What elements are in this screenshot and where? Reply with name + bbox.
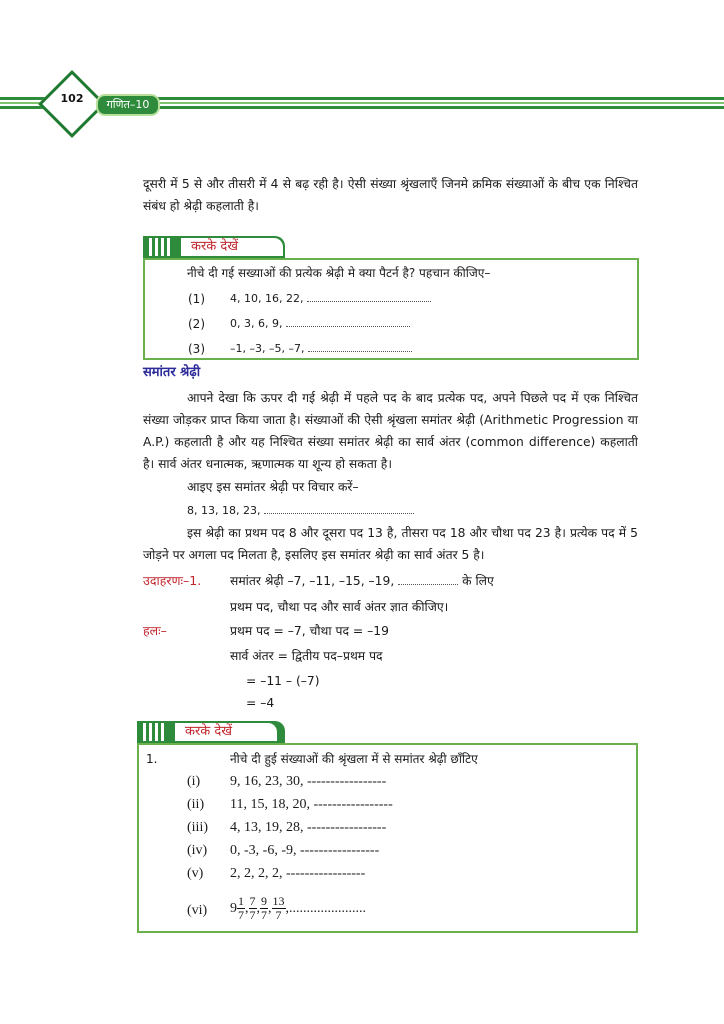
activity2-prompt: नीचे दी हुई संख्याओं की श्रृंखला में से समांतर श्रेढ़ी छाँटिए	[230, 752, 478, 766]
solution-label: हलः–	[143, 623, 167, 638]
intro-paragraph: दूसरी में 5 से और तीसरी में 4 से बढ़ रही है। ऐसी संख्या श्रृंखलाएँ जिनमे क्रमिक संख्याओं के बीच एक निश्चित संबंध हो श्रेढ़ी कहलाती है।	[143, 177, 638, 213]
numerator: 13	[272, 894, 285, 909]
denominator: 7	[249, 908, 256, 923]
activity2-item-num-4: (iv)	[187, 843, 208, 858]
example-line-1	[230, 570, 494, 592]
activity2-item-num-5: (v)	[187, 866, 204, 881]
section-sequence	[187, 503, 414, 519]
item-sequence: 0, 3, 6, 9,	[230, 317, 283, 330]
denominator: 7	[261, 908, 267, 923]
item-sequence: 4, 10, 16, 22,	[230, 292, 304, 305]
subject-label: गणित–10	[96, 94, 160, 116]
page-number: 102	[60, 92, 84, 105]
item-sequence: –1, –3, –5, –7,	[230, 342, 305, 355]
solution-line-2: सार्व अंतर = द्वितीय पद–प्रथम पद	[230, 649, 383, 663]
activity2-item-seq-6: 9 $\frac{1}{7}$ , $\frac{7}{7}$ , $\frac{9}{7}$ , $\frac{13}{7}$ ,......................	[230, 894, 366, 923]
solution-line-3: = –11 – (–7)	[246, 674, 320, 688]
blank-line	[264, 503, 414, 514]
item-number: (3)	[188, 342, 205, 356]
activity2-item-num-1: (i)	[187, 774, 201, 789]
activity1-item-3	[188, 341, 305, 357]
activity2-item-seq-5: 2, 2, 2, 2, -----------------	[230, 866, 366, 881]
sequence-text: 8, 13, 18, 23,	[187, 504, 261, 517]
denominator: 7	[275, 908, 282, 923]
example-line-2: प्रथम पद, चौथा पद और सार्व अंतर ज्ञात कीजिए।	[230, 600, 449, 614]
activity2-item-seq-2: 11, 15, 18, 20, -----------------	[230, 797, 393, 812]
blank-line	[307, 291, 431, 302]
fraction	[249, 895, 257, 922]
whole-number: 9	[230, 901, 237, 916]
solution-line-1: प्रथम पद = –7, चौथा पद = –19	[230, 624, 389, 638]
blank-line	[286, 316, 410, 327]
section-title: समांतर श्रेढ़ी	[143, 365, 201, 380]
fraction	[237, 895, 245, 922]
fraction	[272, 895, 286, 922]
numerator: 9	[261, 894, 267, 909]
trailing-dots: ,......................	[285, 901, 366, 916]
activity1-item-2	[188, 316, 283, 332]
activity2-item-seq-4: 0, -3, -6, -9, -----------------	[230, 843, 380, 858]
blank-line	[398, 574, 458, 585]
activity-tag-1	[143, 236, 285, 258]
activity2-item-num-2: (ii)	[187, 797, 205, 812]
activity2-number: 1.	[146, 752, 158, 766]
activity-box-2	[137, 743, 638, 933]
activity2-item-seq-3: 4, 13, 19, 28, -----------------	[230, 820, 387, 835]
activity-tag-2	[137, 721, 285, 743]
activity2-item-num-3: (iii)	[187, 820, 208, 835]
section-paragraph-2: आइए इस समांतर श्रेढ़ी पर विचार करें–	[187, 480, 359, 494]
example-text: समांतर श्रेढ़ी –7, –11, –15, –19,	[230, 574, 395, 588]
activity-tag-label: करके देखें	[181, 238, 283, 256]
example-text: के लिए	[462, 574, 494, 588]
blank-line	[308, 341, 412, 352]
item-number: (1)	[188, 292, 205, 306]
example-label: उदाहरणः–1.	[143, 573, 202, 588]
numerator: 7	[249, 894, 256, 909]
activity-tag-label: करके देखें	[175, 723, 277, 741]
section-paragraph-3: इस श्रेढ़ी का प्रथम पद 8 और दूसरा पद 13 है, तीसरा पद 18 और चौथा पद 23 है। प्रत्येक पद में 5 जोड़ने पर अगला पद मिलता है, इसलिए इस समांतर श्रेढ़ी का सार्व अंतर 5 है।	[143, 526, 638, 562]
numerator: 1	[238, 894, 244, 909]
activity1-prompt: नीचे दी गई सख्याओं की प्रत्येक श्रेढ़ी मे क्या पैटर्न है? पहचान कीजिए–	[187, 266, 491, 280]
fraction	[260, 895, 268, 922]
section-paragraph-1: आपने देखा कि ऊपर दी गई श्रेढ़ी में पहले पद के बाद प्रत्येक पद, अपने पिछले पद में एक निश्चित संख्या जोड़कर प्राप्त किया जाता है। संख्याओं की ऐसी श्रृंखला समांतर श्रेढ़ी (Arithmetic Progression या A.P.) कहलाती है और यह निश्चित संख्या समांतर श्रेढ़ी का सार्व अंतर (common difference) कहलाती है। सार्व अंतर धनात्मक, ऋणात्मक या शून्य हो सकता है।	[143, 391, 638, 471]
activity2-item-seq-1: 9, 16, 23, 30, -----------------	[230, 774, 387, 789]
item-number: (2)	[188, 317, 205, 331]
activity2-item-num-6: (vi)	[187, 903, 208, 918]
denominator: 7	[238, 908, 244, 923]
solution-line-4: = –4	[246, 696, 275, 710]
activity1-item-1	[188, 291, 304, 307]
